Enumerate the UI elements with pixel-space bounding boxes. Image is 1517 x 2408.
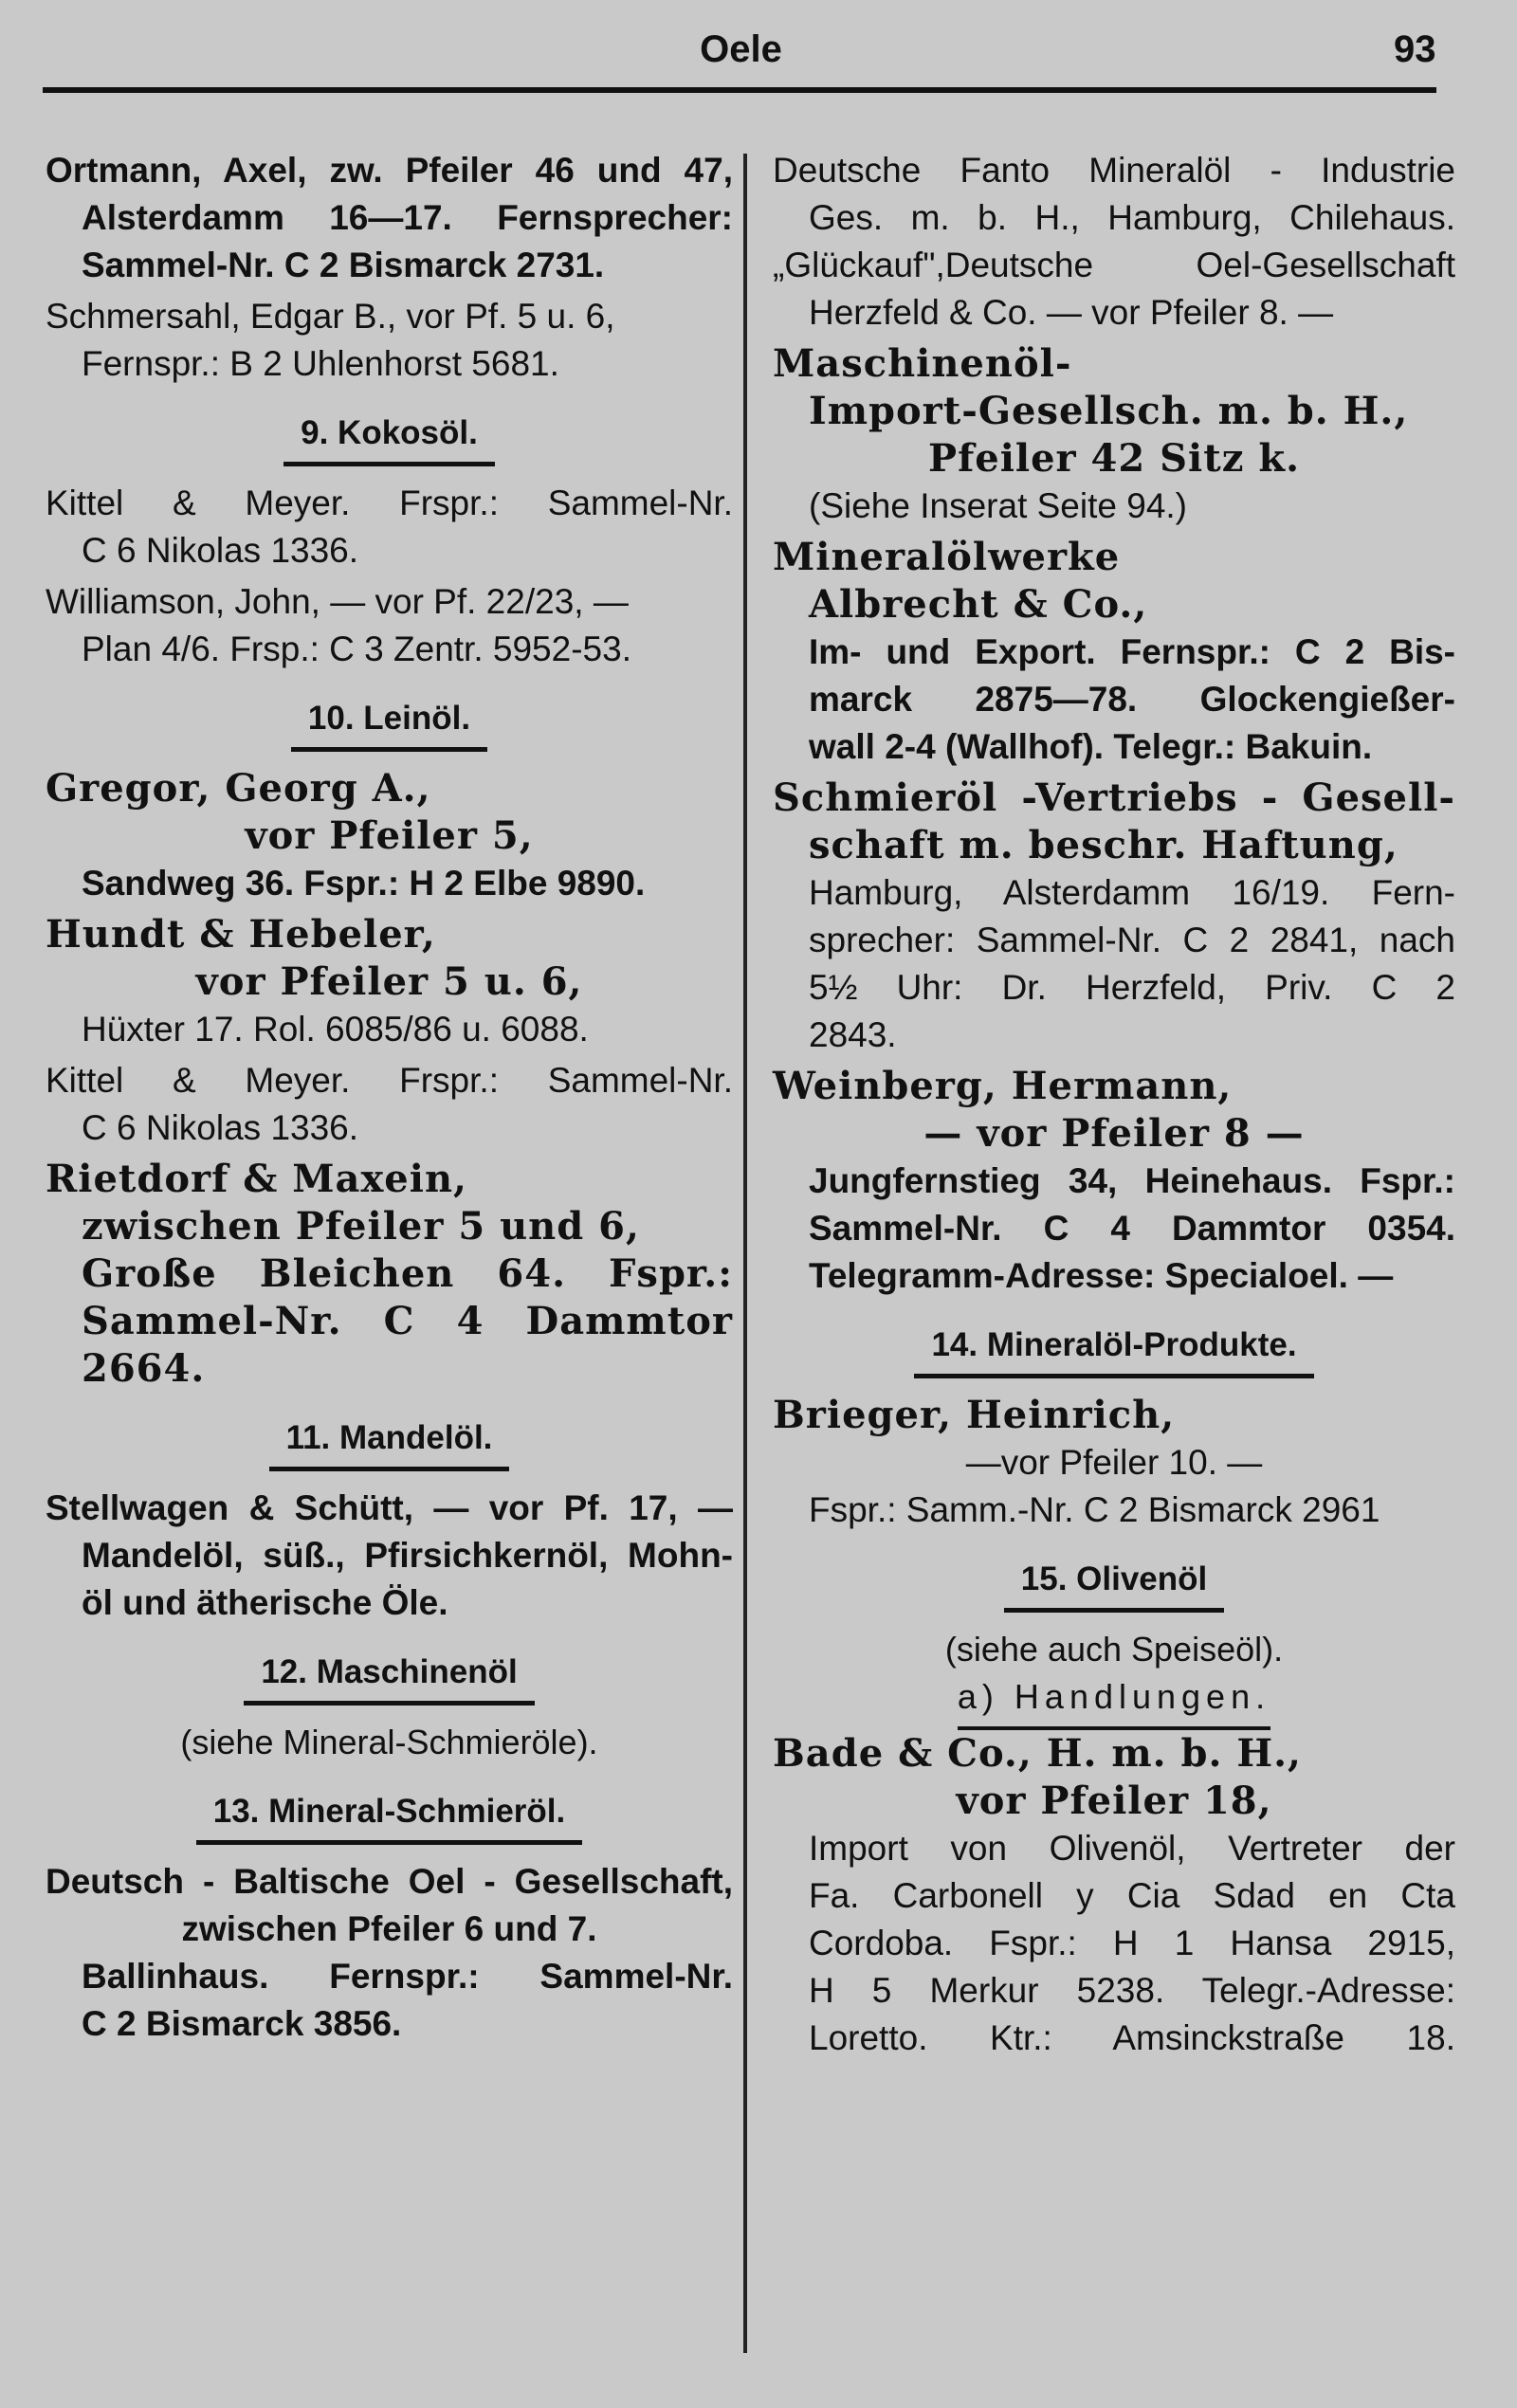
entry-line: C 6 Nikolas 1336. xyxy=(82,531,359,570)
entry-line: Import-Gesellsch. m. b. H., xyxy=(809,389,1409,433)
entry-line: Sammel-Nr. C 4 Dammtor 0354. xyxy=(809,1209,1455,1248)
entry-line: Kittel & Meyer. Frspr.: Sammel-Nr. xyxy=(46,1061,733,1100)
entry-brieger xyxy=(773,1392,1455,1534)
entry-line: —vor Pfeiler 10. — xyxy=(965,1443,1263,1482)
entry-line: öl und ätherische Öle. xyxy=(82,1583,448,1622)
entry-williamson xyxy=(46,578,733,673)
running-title: Oele xyxy=(700,28,782,70)
entry-line: Albrecht & Co., xyxy=(809,582,1148,627)
entry-line: Ballinhaus. Fernspr.: Sammel-Nr. xyxy=(82,1957,733,1996)
entry-line: marck 2875—78. Glockengießer- xyxy=(809,680,1455,719)
entry-line: vor Pfeiler 18, xyxy=(956,1779,1272,1823)
entry-line: Bade & Co., H. m. b. H., xyxy=(773,1731,1302,1776)
cross-reference-note: (siehe auch Speiseöl). xyxy=(944,1630,1284,1669)
entry-line: Sammel-Nr. C 4 Dammtor xyxy=(82,1299,733,1343)
entry-line: sprecher: Sammel-Nr. C 2 2841, nach xyxy=(809,921,1455,959)
entry-schmieroel-vertriebs xyxy=(773,775,1455,1059)
entry-kittel-meyer xyxy=(46,480,733,575)
entry-line: Maschinenöl- xyxy=(773,341,1072,386)
entry-line: Loretto. Ktr.: Amsinckstraße 18. xyxy=(809,2018,1455,2057)
entry-line: zwischen Pfeiler 5 und 6, xyxy=(82,1204,640,1249)
entry-line: Import von Olivenöl, Vertreter der xyxy=(809,1829,1455,1868)
entry-line: C 2 Bismarck 3856. xyxy=(82,2004,402,2043)
section-heading-kokosoel: 9. Kokosöl. xyxy=(46,414,733,466)
entry-line: Weinberg, Hermann, xyxy=(773,1064,1233,1108)
entry-line: Mineralölwerke xyxy=(773,535,1121,579)
entry-line: Schmersahl, Edgar B., vor Pf. 5 u. 6, xyxy=(46,297,615,336)
entry-schmersahl xyxy=(46,293,733,388)
entry-gregor xyxy=(46,765,733,907)
entry-line: Jungfernstieg 34, Heinehaus. Fspr.: xyxy=(809,1161,1455,1200)
entry-bade-co xyxy=(773,1730,1455,2062)
entry-line: C 6 Nikolas 1336. xyxy=(82,1108,359,1147)
entry-line: Telegramm-Adresse: Specialoel. — xyxy=(809,1256,1394,1295)
entry-line: Rietdorf & Maxein, xyxy=(46,1157,467,1201)
entry-kittel-meyer xyxy=(46,1057,733,1152)
header-rule xyxy=(43,87,1436,93)
entry-line: Fernspr.: B 2 Uhlenhorst 5681. xyxy=(82,344,559,383)
entry-line: Hamburg, Alsterdamm 16/19. Fern- xyxy=(809,873,1455,912)
entry-line: Cordoba. Fspr.: H 1 Hansa 2915, xyxy=(809,1924,1455,1962)
entry-stellwagen-schuett xyxy=(46,1485,733,1627)
entry-line: vor Pfeiler 5, xyxy=(245,813,534,858)
entry-line: 2843. xyxy=(809,1015,897,1054)
entry-line: Hundt & Hebeler, xyxy=(46,912,436,957)
section-heading-mineraloel-produkte: 14. Mineralöl-Produkte. xyxy=(773,1326,1455,1378)
entry-line: Brieger, Heinrich, xyxy=(773,1393,1176,1437)
entry-line: Plan 4/6. Frsp.: C 3 Zentr. 5952-53. xyxy=(82,629,631,668)
entry-line: Gregor, Georg A., xyxy=(46,766,431,811)
right-column xyxy=(773,147,1455,2066)
entry-weinberg xyxy=(773,1063,1455,1300)
entry-line: Alsterdamm 16—17. Fernsprecher: xyxy=(82,198,733,237)
entry-line: Williamson, John, — vor Pf. 22/23, — xyxy=(46,582,629,621)
entry-line: Herzfeld & Co. — vor Pfeiler 8. — xyxy=(809,293,1334,332)
entry-line: Fspr.: Samm.-Nr. C 2 Bismarck 2961 xyxy=(809,1490,1380,1529)
entry-line: Sandweg 36. Fspr.: H 2 Elbe 9890. xyxy=(82,864,646,903)
entry-line: Deutsche Fanto Mineralöl - Industrie xyxy=(773,151,1455,190)
entry-line: H 5 Merkur 5238. Telegr.-Adresse: xyxy=(809,1971,1455,2010)
entry-line: Im- und Export. Fernspr.: C 2 Bis- xyxy=(809,632,1455,671)
entry-hundt-hebeler xyxy=(46,911,733,1053)
section-heading-maschinenoel: 12. Maschinenöl xyxy=(46,1653,733,1706)
entry-line: — vor Pfeiler 8 — xyxy=(923,1111,1305,1156)
entry-line: 5½ Uhr: Dr. Herzfeld, Priv. C 2 xyxy=(809,968,1455,1007)
entry-mineraloelwerke-albrecht xyxy=(773,534,1455,771)
entry-rietdorf-maxein xyxy=(46,1156,733,1393)
page-number: 93 xyxy=(1394,28,1436,70)
entry-line: „Glückauf",Deutsche Oel-Gesellschaft xyxy=(773,246,1455,284)
section-heading-leinoel: 10. Leinöl. xyxy=(46,700,733,752)
entry-line: Deutsch - Baltische Oel - Gesellschaft, xyxy=(46,1862,733,1901)
entry-line: Hüxter 17. Rol. 6085/86 u. 6088. xyxy=(82,1010,589,1049)
entry-line: Große Bleichen 64. Fspr.: xyxy=(82,1251,733,1296)
entry-line: Stellwagen & Schütt, — vor Pf. 17, — xyxy=(46,1488,733,1527)
entry-line: Pfeiler 42 Sitz k. xyxy=(927,436,1300,481)
entry-ortmann xyxy=(46,147,733,289)
entry-line: schaft m. beschr. Haftung, xyxy=(809,823,1398,867)
entry-line: zwischen Pfeiler 6 und 7. xyxy=(181,1909,597,1948)
entry-line: vor Pfeiler 5 u. 6, xyxy=(195,959,583,1004)
entry-line: Kittel & Meyer. Frspr.: Sammel-Nr. xyxy=(46,483,733,522)
entry-line: Ges. m. b. H., Hamburg, Chilehaus. xyxy=(809,198,1455,237)
section-heading-olivenoel: 15. Olivenöl xyxy=(773,1560,1455,1613)
entry-deutsch-baltische xyxy=(46,1858,733,2048)
cross-reference-note: (siehe Mineral-Schmieröle). xyxy=(180,1723,598,1761)
subsection-heading-handlungen: a) Handlungen. xyxy=(773,1673,1455,1730)
section-heading-mineral-schmieroel: 13. Mineral-Schmieröl. xyxy=(46,1793,733,1845)
entry-line: 2664. xyxy=(82,1346,206,1391)
left-column xyxy=(46,147,733,2052)
column-divider xyxy=(743,154,747,2353)
section-heading-mandeloel: 11. Mandelöl. xyxy=(46,1419,733,1471)
entry-maschinenoel-import xyxy=(773,340,1455,530)
entry-line: Sammel-Nr. C 2 Bismarck 2731. xyxy=(82,246,605,284)
entry-line: Mandelöl, süß., Pfirsichkernöl, Mohn- xyxy=(82,1536,733,1575)
entry-line: (Siehe Inserat Seite 94.) xyxy=(809,486,1187,525)
entry-line: Ortmann, Axel, zw. Pfeiler 46 und 47, xyxy=(46,151,733,190)
entry-line: Schmieröl -Vertriebs - Gesell- xyxy=(773,775,1455,820)
entry-line: Fa. Carbonell y Cia Sdad en Cta xyxy=(809,1876,1455,1915)
entry-deutsche-fanto xyxy=(773,147,1455,337)
entry-line: wall 2-4 (Wallhof). Telegr.: Bakuin. xyxy=(809,727,1373,766)
